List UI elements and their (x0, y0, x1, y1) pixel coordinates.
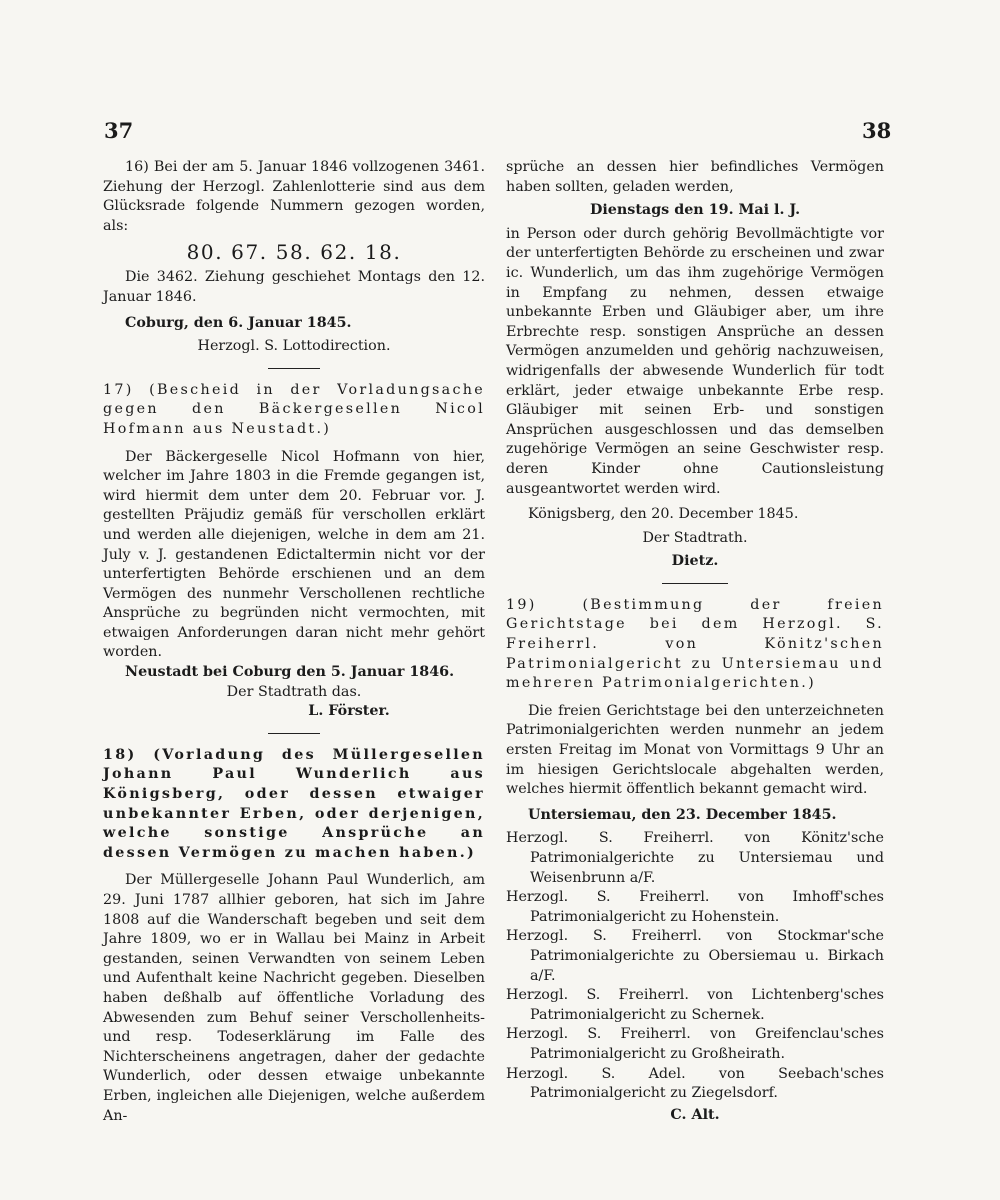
entry-16-place-date: Coburg, den 6. Januar 1845. (125, 314, 352, 331)
court-entry: Herzogl. S. Freiherrl. von Imhoff'sches Patrimonialgericht zu Hohenstein. (506, 889, 884, 925)
entry-19-signature: C. Alt. (670, 1106, 720, 1123)
separator-rule (662, 583, 728, 584)
entry-17-body: Der Bäckergeselle Nicol Hofmann von hier, welcher im Jahre 1803 in die Fremde gegangen ist, wird hiermit dem unter dem 20. Februar vor. J. gestellten Präjudiz gemäß für verschollen erklärt und werden alle diejenigen, welche in dem am 21. July v. J. gestandenen Edictaltermin nicht vor der unterfertigten Behörde erschienen und an dem Vermögen des nunmehr Verschollenen rechtliche Ansprüche zu begründen nicht vermochten, mit etwaigen Anforderungen daran nicht mehr gehört worden. (103, 448, 485, 661)
entry-17-signature: L. Förster. (308, 703, 390, 720)
entry-16-signature: Herzogl. S. Lottodirection. (197, 338, 391, 355)
entry-19-body: Die freien Gerichtstage bei den unterzeichneten Patrimonialgerichten werden nunmehr an jedem ersten Freitag im Monat von Vormittags 9 Uhr an im hiesigen Gerichtslocale abgehalten werden, welches hiermit öffentlich bekannt gemacht wird. (506, 702, 884, 798)
entry-18-body: Der Müllergeselle Johann Paul Wunderlich, am 29. Juni 1787 allhier geboren, hat sich im Jahre 1808 auf die Wanderschaft begeben und seit dem Jahre 1809, wo er in Wallau bei Mainz in Arbeit gestanden, seinen Verwandten von seinem Leben und Aufenthalt keine Nachricht gegeben. Dieselben haben deßhalb auf öffentliche Vorladung des Abwesenden zum Behuf seiner Verschollenheits- und resp. Todeserklärung im Falle des Nichterscheinens angetragen, daher der gedachte Wunderlich, oder dessen etwaige unbekannte Erben, ingleichen alle Diejenigen, welche außerdem An- (103, 872, 485, 1124)
entry-18-place-date: Königsberg, den 20. December 1845. (528, 506, 799, 523)
page-number-left: 37 (104, 118, 134, 143)
lottery-numbers: 80. 67. 58. 62. 18. (186, 240, 402, 265)
entry-16-text: 16) Bei der am 5. Januar 1846 vollzogenen 3461. Ziehung der Herzogl. Zahlenlotterie sind aus dem Glücksrade folgende Nummern gezogen worden, als: (103, 159, 485, 234)
court-list (506, 829, 884, 1103)
court-entry: Herzogl. S. Adel. von Seebach'sches Patrimonialgericht zu Ziegelsdorf. (506, 1065, 884, 1102)
entry-18-authority: Der Stadtrath. (642, 529, 748, 546)
entry-18-body-continued: in Person oder durch gehörig Bevollmächtigte vor der unterfertigten Behörde zu erscheinen und zwar ic. Wunderlich, um das ihm zugehörige Vermögen in Empfang zu nehmen, dessen etwaige unbekannte Erben und Gläubiger aber, um ihre Erbrechte resp. sonstigen Ansprüche an dessen Vermögen anzumelden und gehörig nachzuweisen, widrigenfalls der abwesende Wunderlich für todt erklärt, jeder etwaige unbekannte Erbe resp. Gläubiger mit seinen Erb- und sonstigen Ansprüchen ausgeschlossen und das demselben zugehörige Vermögen an seine Geschwister resp. deren Kinder ohne Cautionsleistung ausgeantwortet werden wird. (506, 225, 884, 497)
court-entry: Herzogl. S. Freiherrl. von Stockmar'sche Patrimonialgerichte zu Obersiemau u. Birkach a/F. (506, 928, 884, 984)
entry-17-authority: Der Stadtrath das. (226, 683, 362, 700)
right-column (506, 158, 884, 1125)
entry-18-continued: sprüche an dessen hier befindliches Vermögen haben sollten, geladen werden, (506, 159, 884, 195)
entry-16-next-draw: Die 3462. Ziehung geschiehet Montags den 12. Januar 1846. (103, 269, 485, 305)
page-number-right: 38 (862, 118, 892, 143)
court-entry: Herzogl. S. Freiherrl. von Lichtenberg'sches Patrimonialgericht zu Schernek. (506, 987, 884, 1023)
left-column (103, 158, 485, 1126)
court-entry: Herzogl. S. Freiherrl. von Könitz'sche Patrimonialgerichte zu Untersiemau und Weisenbrunn a/F. (506, 830, 884, 886)
separator-rule (268, 733, 320, 734)
entry-19-heading: 19) (Bestimmung der freien Gerichtstage bei dem Herzogl. S. Freiherrl. von Könitz'schen Patrimonialgericht zu Untersiemau und mehreren Patrimonialgerichten.) (506, 596, 884, 692)
entry-17-heading: 17) (Bescheid in der Vorladungsache gegen den Bäckergesellen Nicol Hofmann aus Neustadt.) (103, 381, 485, 437)
entry-18-heading: 18) (Vorladung des Müllergesellen Johann Paul Wunderlich aus Königsberg, oder dessen etwaiger unbekannter Erben, oder derjenigen, welche sonstige Ansprüche an dessen Vermögen zu machen haben.) (103, 746, 485, 861)
separator-rule (268, 368, 320, 369)
entry-17-place-date: Neustadt bei Coburg den 5. Januar 1846. (125, 664, 455, 681)
entry-18-date-line: Dienstags den 19. Mai l. J. (589, 202, 801, 219)
entry-19-place-date: Untersiemau, den 23. December 1845. (528, 806, 837, 823)
entry-18-signature: Dietz. (671, 553, 719, 570)
court-entry: Herzogl. S. Freiherrl. von Greifenclau'sches Patrimonialgericht zu Großheirath. (506, 1026, 884, 1062)
